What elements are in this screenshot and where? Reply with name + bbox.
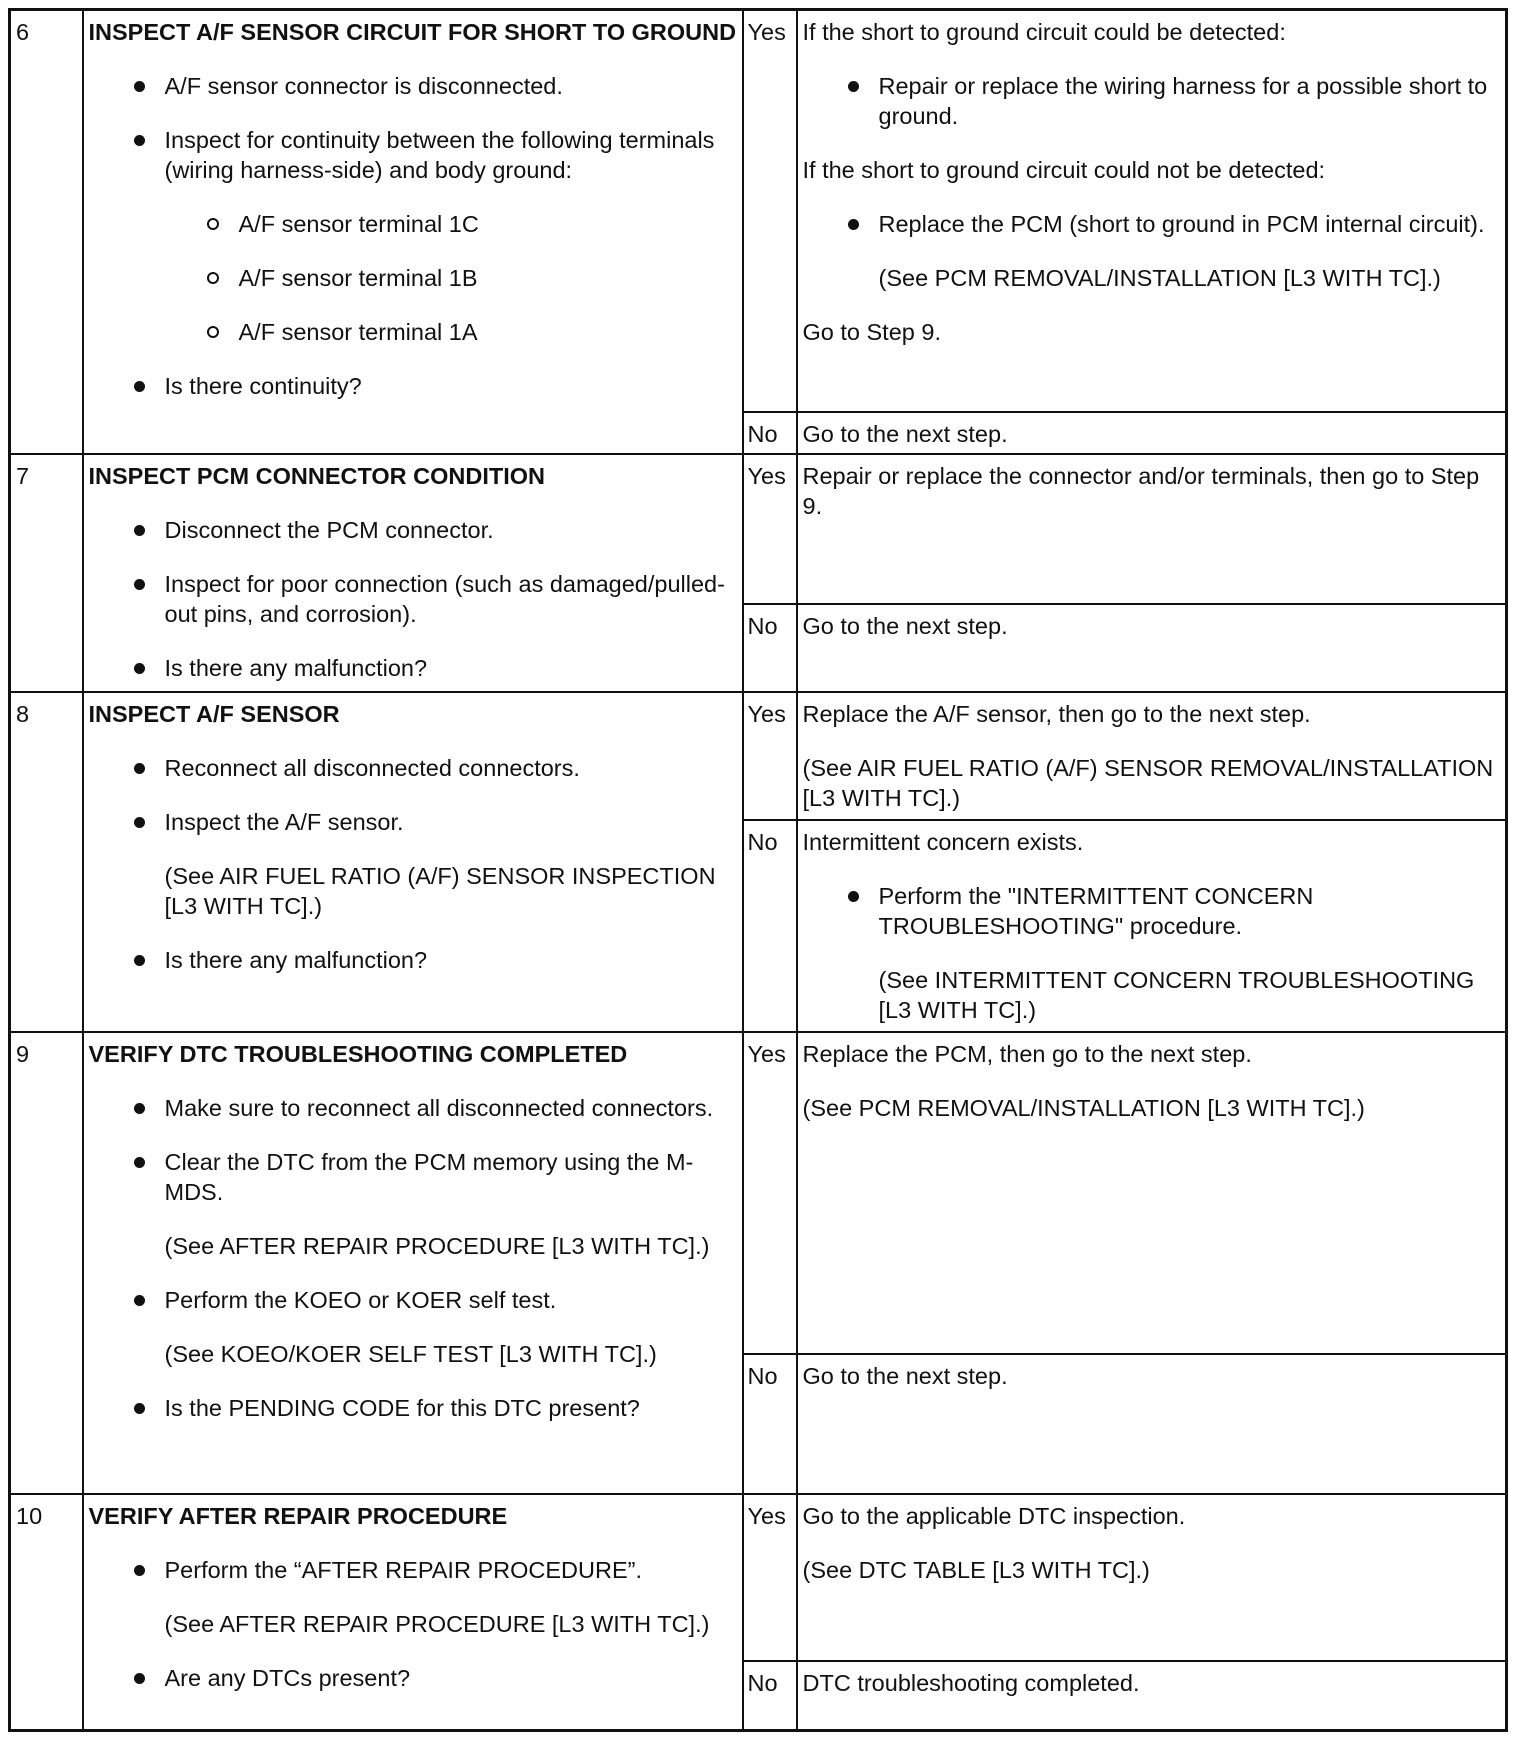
yes-label: Yes [743,1494,797,1661]
reference-text: (See KOEO/KOER SELF TEST [L3 WITH TC].) [164,1340,657,1367]
step-title: VERIFY DTC TROUBLESHOOTING COMPLETED [88,1040,628,1067]
question-item: Is the PENDING CODE for this DTC present? [89,1393,737,1423]
step-inspection [83,454,743,692]
bullet-item: Make sure to reconnect all disconnected connectors. [89,1093,737,1123]
yes-label: Yes [743,692,797,820]
no-action: Go to the next step. [797,604,1507,692]
step-title: VERIFY AFTER REPAIR PROCEDURE [88,1502,508,1529]
action-text: Intermittent concern exists. [802,828,1084,855]
troubleshooting-table-sheet [8,8,1508,1728]
step-number: 9 [10,1032,83,1494]
no-label: No [743,1354,797,1494]
action-bullet: Perform the "INTERMITTENT CONCERN TROUBLESHOOTING" procedure. [803,881,1501,941]
reference-text: (See PCM REMOVAL/INSTALLATION [L3 WITH TC].) [802,1094,1365,1121]
bullet-item: Perform the KOEO or KOER self test. [89,1285,737,1315]
reference-text: (See AFTER REPAIR PROCEDURE [L3 WITH TC].) [164,1610,710,1637]
terminal-item: A/F sensor terminal 1C [89,209,737,239]
yes-label: Yes [743,454,797,604]
reference-text: (See AIR FUEL RATIO (A/F) SENSOR INSPECTION [L3 WITH TC].) [164,862,716,919]
terminal-item: A/F sensor terminal 1B [89,263,737,293]
yes-action [797,10,1507,412]
bullet-item: Inspect for continuity between the following terminals (wiring harness-side) and body ground: [89,125,737,185]
step-number: 7 [10,454,83,692]
no-action: Go to the next step. [797,1354,1507,1494]
step-number: 8 [10,692,83,1032]
no-action: Go to the next step. [797,412,1507,454]
no-action [797,820,1507,1032]
action-bullet: Repair or replace the wiring harness for a possible short to ground. [803,71,1501,131]
bullet-item: Disconnect the PCM connector. [89,515,737,545]
bullet-item: Inspect for poor connection (such as damaged/pulled-out pins, and corrosion). [89,569,737,629]
no-label: No [743,1661,797,1731]
reference-text: (See PCM REMOVAL/INSTALLATION [L3 WITH TC].) [878,265,1441,291]
action-bullet: Replace the PCM (short to ground in PCM internal circuit). [803,209,1501,239]
action-text: Replace the A/F sensor, then go to the next step. [802,700,1311,727]
yes-action: Repair or replace the connector and/or terminals, then go to Step 9. [797,454,1507,604]
question-item: Are any DTCs present? [89,1663,737,1693]
action-text: If the short to ground circuit could not be detected: [802,157,1326,183]
step-title: INSPECT A/F SENSOR CIRCUIT FOR SHORT TO GROUND [88,19,737,45]
step-inspection [83,1494,743,1731]
bullet-item: A/F sensor connector is disconnected. [89,71,737,101]
step-number: 10 [10,1494,83,1731]
step-6-yes-row [10,10,1507,412]
step-number: 6 [10,10,83,454]
bullet-item: Reconnect all disconnected connectors. [89,753,737,783]
bullet-item: Perform the “AFTER REPAIR PROCEDURE”. [89,1555,737,1585]
question-item: Is there continuity? [89,371,737,401]
yes-label: Yes [743,10,797,412]
step-7-yes-row [10,454,1507,604]
action-text: Go to the applicable DTC inspection. [802,1502,1186,1529]
step-8-yes-row [10,692,1507,820]
step-inspection [83,1032,743,1494]
no-label: No [743,412,797,454]
troubleshooting-table [8,8,1508,1732]
step-inspection [83,10,743,454]
terminal-item: A/F sensor terminal 1A [89,317,737,347]
action-text: Go to Step 9. [802,319,941,345]
reference-text: (See AFTER REPAIR PROCEDURE [L3 WITH TC].) [164,1232,710,1259]
no-label: No [743,604,797,692]
step-9-yes-row [10,1032,1507,1354]
bullet-item: Clear the DTC from the PCM memory using the M-MDS. [89,1147,737,1207]
reference-text: (See DTC TABLE [L3 WITH TC].) [802,1556,1150,1583]
question-item: Is there any malfunction? [89,945,737,975]
yes-action [797,692,1507,820]
bullet-item: Inspect the A/F sensor. [89,807,737,837]
yes-action [797,1032,1507,1354]
yes-action [797,1494,1507,1661]
step-10-yes-row [10,1494,1507,1661]
step-inspection [83,692,743,1032]
reference-text: (See INTERMITTENT CONCERN TROUBLESHOOTING [L3 WITH TC].) [878,966,1475,1023]
action-text: If the short to ground circuit could be detected: [802,19,1286,45]
no-action: DTC troubleshooting completed. [797,1661,1507,1731]
yes-label: Yes [743,1032,797,1354]
action-text: Replace the PCM, then go to the next step. [802,1040,1252,1067]
reference-text: (See AIR FUEL RATIO (A/F) SENSOR REMOVAL/INSTALLATION [L3 WITH TC].) [802,754,1494,811]
question-item: Is there any malfunction? [89,653,737,683]
step-title: INSPECT A/F SENSOR [88,700,340,727]
no-label: No [743,820,797,1032]
step-title: INSPECT PCM CONNECTOR CONDITION [88,462,546,489]
